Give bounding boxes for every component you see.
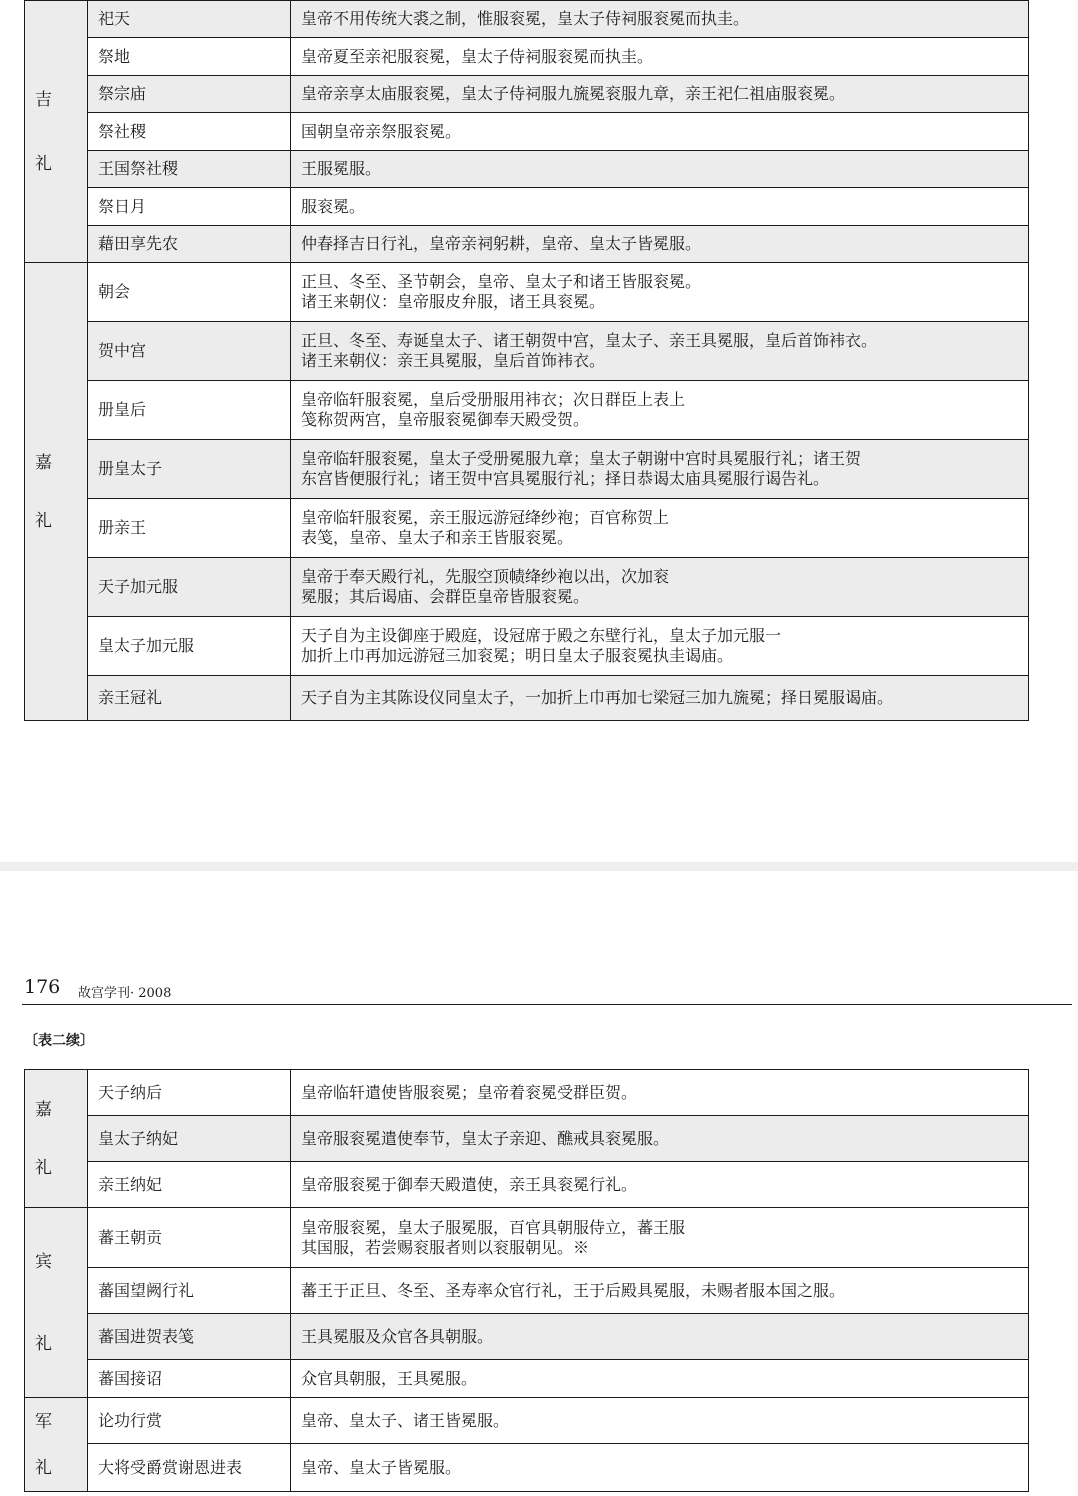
desc-line: 加折上巾再加远游冠三加衮冕；明日皇太子服衮冕执圭谒庙。 <box>301 646 734 665</box>
rite-name: 蕃国望阙行礼 <box>88 1268 291 1314</box>
rite-name: 亲王冠礼 <box>88 676 291 721</box>
rite-desc: 仲春择吉日行礼，皇帝亲祠躬耕，皇帝、皇太子皆冕服。 <box>291 226 1029 263</box>
table-row <box>25 113 1029 151</box>
table-row <box>25 617 1029 676</box>
table-row <box>25 1208 1029 1268</box>
desc-line: 冕服；其后谒庙、会群臣皇帝皆服衮冕。 <box>301 587 590 606</box>
desc-line: 诸王来朝仪：皇帝服皮弁服，诸王具衮冕。 <box>301 292 606 311</box>
category-char: 宾 <box>35 1251 52 1272</box>
category-cell-jia <box>25 1070 88 1208</box>
table-row <box>25 381 1029 440</box>
desc-line: 皇帝于奉天殿行礼，先服空顶帻绛纱袍以出，次加衮 <box>301 567 670 586</box>
desc-line: 其国服，若尝赐衮服者则以衮服朝见。※ <box>301 1237 590 1257</box>
table-row <box>25 558 1029 617</box>
category-char: 吉 <box>35 89 52 110</box>
category-cell-ji <box>25 1 88 263</box>
rite-desc <box>291 322 1029 381</box>
table-row <box>25 151 1029 188</box>
rite-name: 蕃国接诏 <box>88 1360 291 1398</box>
table-row <box>25 188 1029 226</box>
rite-desc <box>291 381 1029 440</box>
rite-desc: 服衮冕。 <box>291 188 1029 226</box>
rite-desc <box>291 617 1029 676</box>
rite-name: 天子纳后 <box>88 1070 291 1116</box>
rite-desc: 皇帝服衮冕遣使奉节，皇太子亲迎、醮戒具衮冕服。 <box>291 1116 1029 1162</box>
category-char: 礼 <box>35 1333 52 1354</box>
desc-line: 皇帝临轩服衮冕，皇太子受册冕服九章；皇太子朝谢中宫时具冕服行礼；诸王贺 <box>301 449 862 468</box>
table-row <box>25 1 1029 38</box>
category-char: 礼 <box>35 510 52 531</box>
category-char: 礼 <box>35 1457 52 1478</box>
table-row <box>25 226 1029 263</box>
rite-name: 天子加元服 <box>88 558 291 617</box>
table-row <box>25 440 1029 499</box>
rite-name: 亲王纳妃 <box>88 1162 291 1208</box>
table-row <box>25 38 1029 76</box>
rites-table-bottom <box>24 1069 1029 1492</box>
desc-line: 笺称贺两宫，皇帝服衮冕御奉天殿受贺。 <box>301 410 590 429</box>
rite-name: 皇太子加元服 <box>88 617 291 676</box>
category-char: 军 <box>35 1411 52 1432</box>
category-cell-jia <box>25 263 88 721</box>
rite-desc: 天子自为主其陈设仪同皇太子，一加折上巾再加七梁冠三加九旒冕；择日冕服谒庙。 <box>291 676 1029 721</box>
rite-desc: 蕃王于正旦、冬至、圣寿率众官行礼，王于后殿具冕服，未赐者服本国之服。 <box>291 1268 1029 1314</box>
rite-name: 册亲王 <box>88 499 291 558</box>
table-row <box>25 1360 1029 1398</box>
rite-name: 册皇后 <box>88 381 291 440</box>
rite-desc: 众官具朝服，王具冕服。 <box>291 1360 1029 1398</box>
desc-line: 天子自为主设御座于殿庭，设冠席于殿之东壁行礼，皇太子加元服一 <box>301 626 782 645</box>
rite-desc: 皇帝服衮冕于御奉天殿遣使，亲王具衮冕行礼。 <box>291 1162 1029 1208</box>
desc-line: 皇帝服衮冕，皇太子服冕服，百官具朝服侍立，蕃王服 <box>301 1217 686 1237</box>
desc-line: 东宫皆便服行礼；诸王贺中宫具冕服行礼；择日恭谒太庙具冕服行谒告礼。 <box>301 469 830 488</box>
rite-desc <box>291 440 1029 499</box>
rite-desc: 王具冕服及众官各具朝服。 <box>291 1314 1029 1360</box>
rite-name: 王国祭社稷 <box>88 151 291 188</box>
table-continuation-label: 〔表二续〕 <box>24 1033 94 1049</box>
table-row <box>25 1314 1029 1360</box>
table-row <box>25 1398 1029 1444</box>
table-row <box>25 322 1029 381</box>
table-row <box>25 76 1029 113</box>
rite-name: 蕃王朝贡 <box>88 1208 291 1268</box>
rite-desc: 王服冕服。 <box>291 151 1029 188</box>
rite-desc: 皇帝、皇太子皆冕服。 <box>291 1444 1029 1492</box>
desc-line: 表笺，皇帝、皇太子和亲王皆服衮冕。 <box>301 528 574 547</box>
category-char: 嘉 <box>35 452 52 473</box>
rite-desc: 皇帝、皇太子、诸王皆冕服。 <box>291 1398 1029 1444</box>
category-char: 嘉 <box>35 1099 52 1120</box>
table-row <box>25 1116 1029 1162</box>
rite-name: 大将受爵赏谢恩进表 <box>88 1444 291 1492</box>
table-row <box>25 676 1029 721</box>
desc-line: 诸王来朝仪：亲王具冕服，皇后首饰袆衣。 <box>301 351 606 370</box>
table-row <box>25 1444 1029 1492</box>
table-row <box>25 1268 1029 1314</box>
rite-name: 皇太子纳妃 <box>88 1116 291 1162</box>
rite-name: 朝会 <box>88 263 291 322</box>
rite-name: 论功行赏 <box>88 1398 291 1444</box>
category-cell-bin <box>25 1208 88 1398</box>
rite-name: 祭社稷 <box>88 113 291 151</box>
table-row <box>25 1070 1029 1116</box>
category-char: 礼 <box>35 1157 52 1178</box>
rite-desc: 皇帝临轩遣使皆服衮冕；皇帝着衮冕受群臣贺。 <box>291 1070 1029 1116</box>
rite-desc <box>291 1208 1029 1268</box>
desc-line: 正旦、冬至、寿诞皇太子、诸王朝贺中宫，皇太子、亲王具冕服，皇后首饰袆衣。 <box>301 331 878 350</box>
category-char: 礼 <box>35 153 52 174</box>
rite-name: 藉田享先农 <box>88 226 291 263</box>
rite-name: 蕃国进贺表笺 <box>88 1314 291 1360</box>
rite-name: 册皇太子 <box>88 440 291 499</box>
rite-name: 祭日月 <box>88 188 291 226</box>
header-rule <box>22 1004 1072 1005</box>
rite-name: 贺中宫 <box>88 322 291 381</box>
desc-line: 皇帝临轩服衮冕，亲王服远游冠绛纱袍；百官称贺上 <box>301 508 670 527</box>
rite-name: 祭地 <box>88 38 291 76</box>
rite-desc <box>291 558 1029 617</box>
desc-line: 正旦、冬至、圣节朝会，皇帝、皇太子和诸王皆服衮冕。 <box>301 272 702 291</box>
desc-line: 皇帝临轩服衮冕，皇后受册服用袆衣；次日群臣上表上 <box>301 390 686 409</box>
rites-table-top <box>24 0 1029 721</box>
rite-desc <box>291 499 1029 558</box>
table-row <box>25 499 1029 558</box>
table-row <box>25 263 1029 322</box>
journal-title: 故宫学刊· 2008 <box>78 986 172 1001</box>
rite-name: 祭宗庙 <box>88 76 291 113</box>
rite-desc: 皇帝不用传统大裘之制，惟服衮冕，皇太子侍祠服衮冕而执圭。 <box>291 1 1029 38</box>
page-divider <box>0 862 1078 871</box>
table-row <box>25 1162 1029 1208</box>
page-number: 176 <box>24 976 61 998</box>
rite-desc <box>291 263 1029 322</box>
rite-desc: 皇帝夏至亲祀服衮冕，皇太子侍祠服衮冕而执圭。 <box>291 38 1029 76</box>
rite-name: 祀天 <box>88 1 291 38</box>
rite-desc: 国朝皇帝亲祭服衮冕。 <box>291 113 1029 151</box>
rite-desc: 皇帝亲享太庙服衮冕，皇太子侍祠服九旒冕衮服九章，亲王祀仁祖庙服衮冕。 <box>291 76 1029 113</box>
category-cell-jun <box>25 1398 88 1492</box>
